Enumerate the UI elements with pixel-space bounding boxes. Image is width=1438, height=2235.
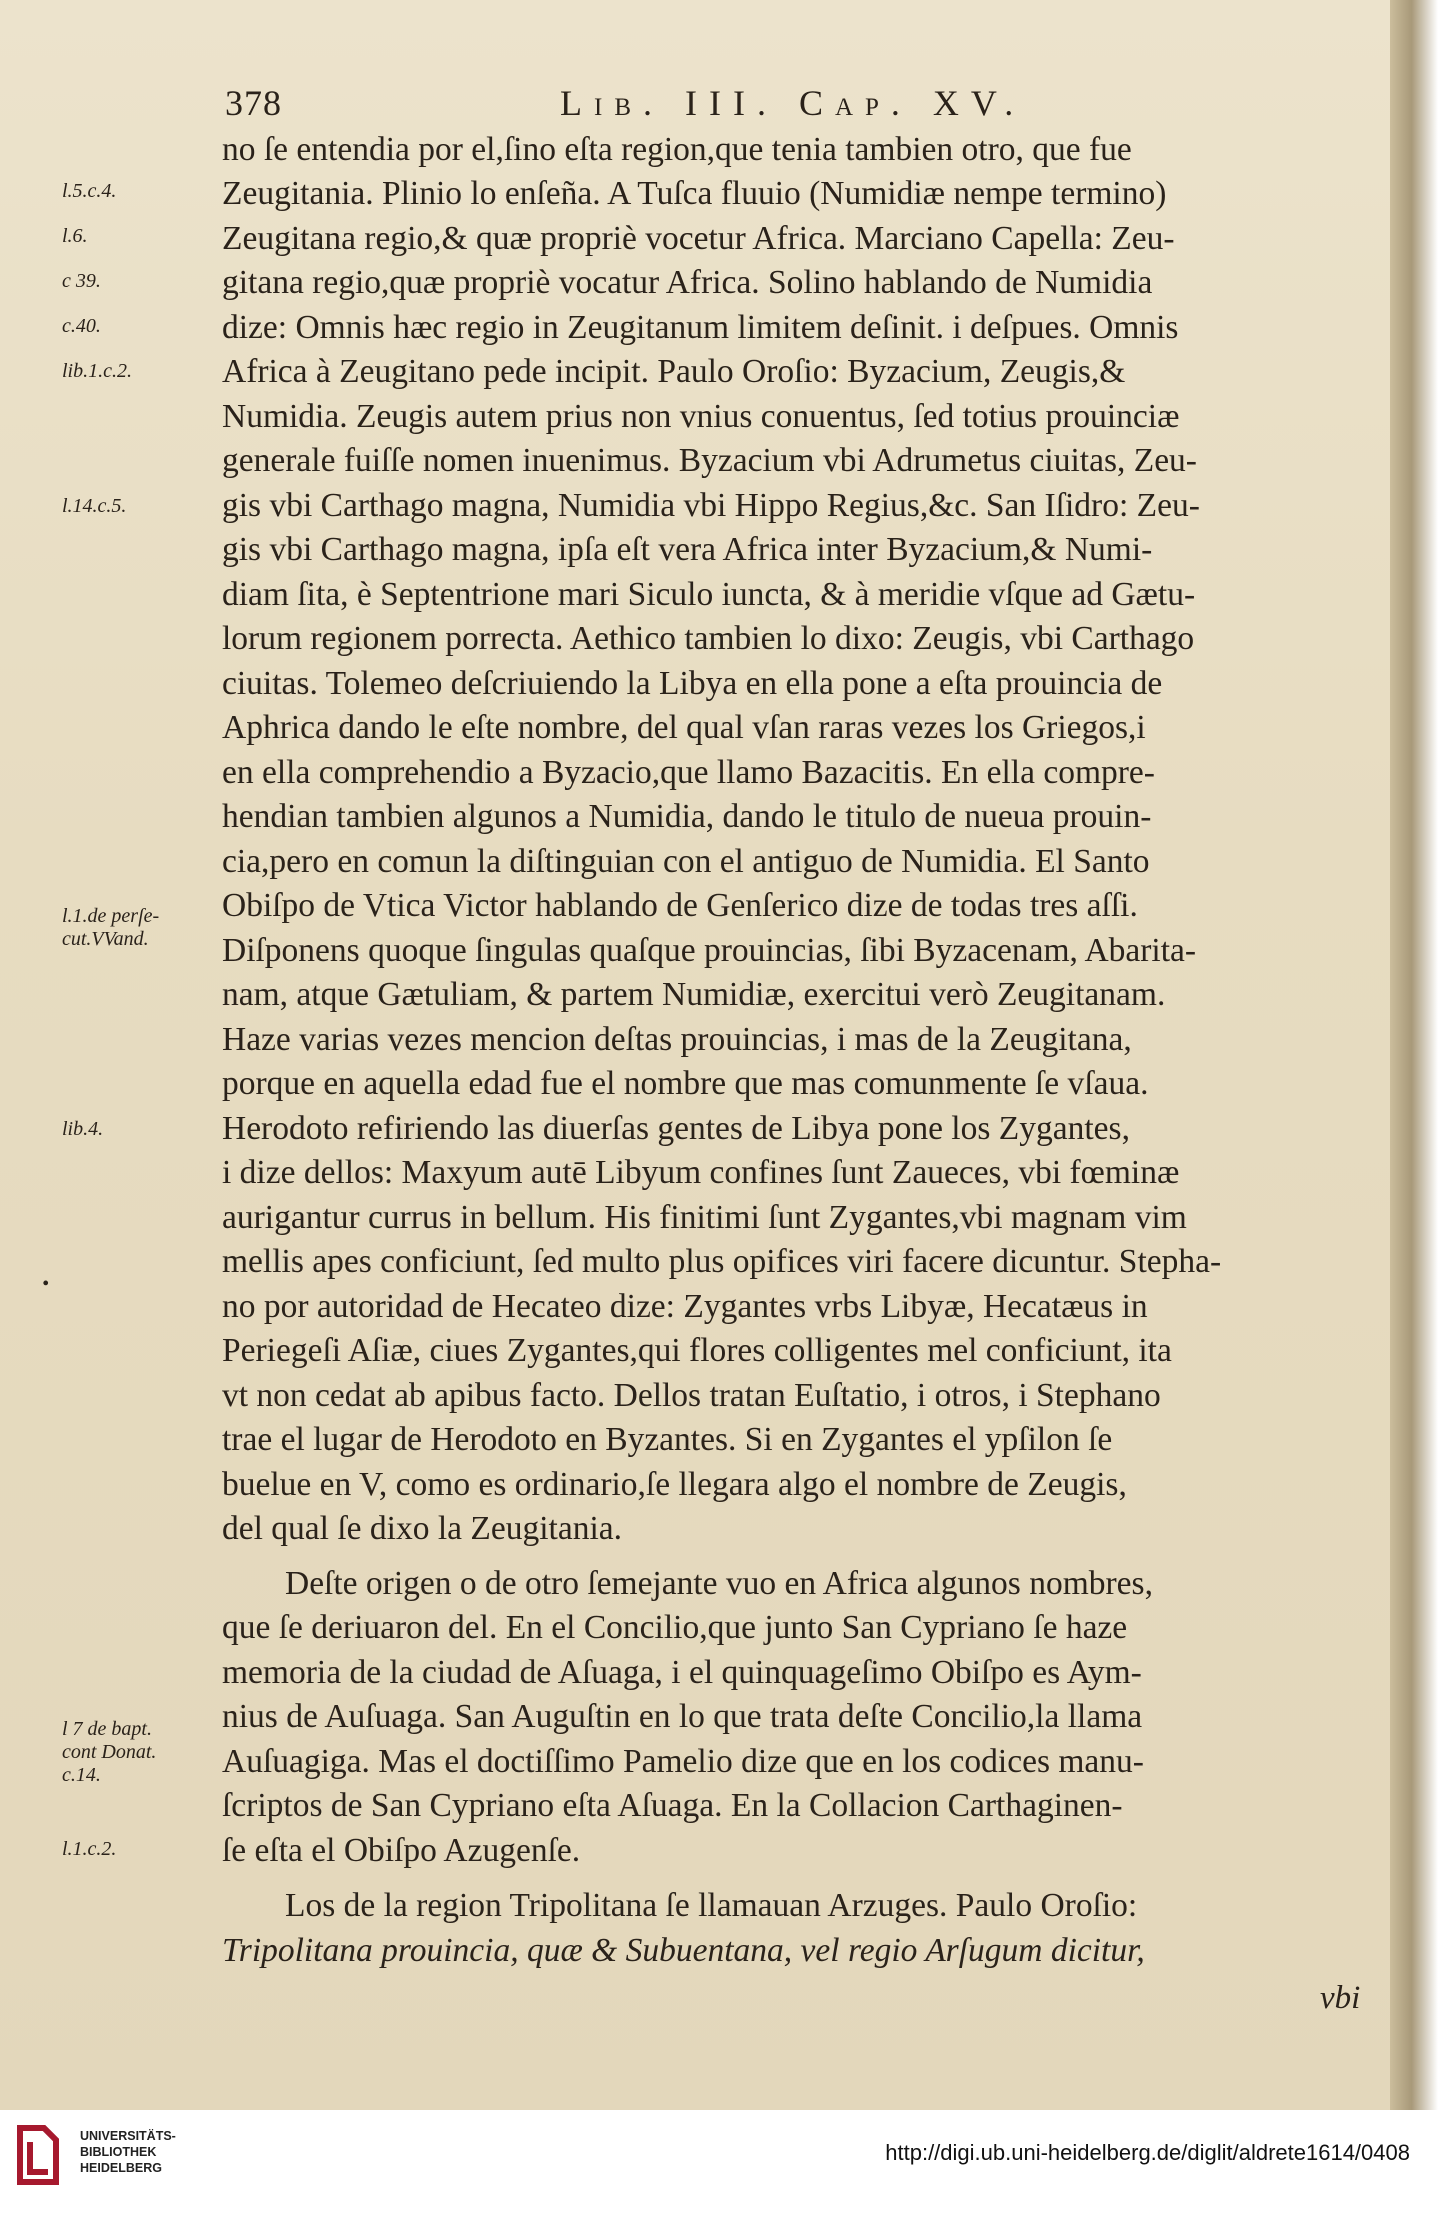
page-header — [225, 82, 1385, 122]
text-line: no ſe entendia por el,ſino eſta region,que tenia tambien otro, que fue — [222, 131, 1132, 168]
text-line: no por autoridad de Hecateo dize: Zygantes vrbs Libyæ, Hecatæus in — [222, 1288, 1148, 1325]
text-line: Zeugitania. Plinio lo enſeña. A Tuſca fluuio (Numidiæ nempe termino) — [222, 175, 1167, 212]
text-line: Deſte origen o de otro ſemejante vuo en Africa algunos nombres, — [285, 1565, 1153, 1602]
page-edge — [1390, 0, 1438, 2110]
text-line: aurigantur currus in bellum. His finitimi ſunt Zygantes,vbi magnam vim — [222, 1199, 1187, 1236]
text-line: nius de Auſuaga. San Auguſtin en lo que trata deſte Concilio,la llama — [222, 1698, 1143, 1735]
library-name[interactable] — [80, 2128, 176, 2176]
text-line: Diſponens quoque ſingulas quaſque prouincias, ſibi Byzacenam, Abarita- — [222, 932, 1197, 969]
margin-bullet: • — [42, 1273, 50, 1295]
running-head: Lib. III. Cap. XV. — [560, 83, 1026, 123]
margin-note: lib.4. — [62, 1118, 104, 1140]
text-line: generale fuiſſe nomen inuenimus. Byzacium vbi Adrumetus ciuitas, Zeu- — [222, 442, 1197, 479]
margin-note: c 39. — [62, 270, 101, 292]
text-line: gis vbi Carthago magna, Numidia vbi Hippo Regius,&c. San Iſidro: Zeu- — [222, 487, 1200, 524]
text-line: que ſe deriuaron del. En el Concilio,que junto San Cypriano ſe haze — [222, 1609, 1128, 1646]
text-line: Tripolitana prouincia, quæ & Subuentana, vel regio Arſugum dicitur, — [222, 1932, 1145, 1969]
text-line: porque en aquella edad fue el nombre que mas comunmente ſe vſaua. — [222, 1065, 1149, 1102]
margin-note: cut.VVand. — [62, 928, 149, 950]
text-line: Haze varias vezes mencion deſtas prouincias, i mas de la Zeugitana, — [222, 1021, 1132, 1058]
library-name-line: BIBLIOTHEK — [80, 2145, 157, 2159]
text-line: Numidia. Zeugis autem prius non vnius conuentus, ſed totius prouinciæ — [222, 398, 1180, 435]
margin-note: l.1.de perſe- — [62, 905, 160, 927]
catchword: vbi — [1320, 1980, 1361, 2016]
text-line: Herodoto refiriendo las diuerſas gentes de Libya pone los Zygantes, — [222, 1110, 1130, 1147]
text-line: trae el lugar de Herodoto en Byzantes. Si en Zygantes el ypſilon ſe — [222, 1421, 1113, 1458]
text-line: Africa à Zeugitano pede incipit. Paulo Oroſio: Byzacium, Zeugis,& — [222, 353, 1126, 390]
text-line: gitana regio,quæ propriè vocatur Africa. Solino hablando de Numidia — [222, 264, 1153, 301]
footer — [0, 2110, 1438, 2235]
page-number: 378 — [225, 83, 282, 123]
source-url-link[interactable]: http://digi.ub.uni-heidelberg.de/diglit/aldrete1614/0408 — [885, 2140, 1410, 2165]
text-line: buelue en V, como es ordinario,ſe llegara algo el nombre de Zeugis, — [222, 1466, 1127, 1503]
text-line: en ella comprehendio a Byzacio,que llamo Bazacitis. En ella compre- — [222, 754, 1155, 791]
text-line: Aphrica dando le eſte nombre, del qual vſan raras vezes los Griegos,i — [222, 709, 1146, 746]
library-logo-icon[interactable] — [14, 2124, 62, 2186]
text-line: del qual ſe dixo la Zeugitania. — [222, 1510, 623, 1547]
text-line: vt non cedat ab apibus facto. Dellos tratan Euſtatio, i otros, i Stephano — [222, 1377, 1161, 1414]
margin-note: lib.1.c.2. — [62, 360, 132, 382]
margin-note: l.14.c.5. — [62, 495, 127, 517]
margin-note: l.1.c.2. — [62, 1838, 117, 1860]
text-line: dize: Omnis hæc regio in Zeugitanum limitem deſinit. i deſpues. Omnis — [222, 309, 1179, 346]
margin-note: c.14. — [62, 1764, 101, 1786]
margin-note: cont Donat. — [62, 1741, 157, 1763]
library-name-line: HEIDELBERG — [80, 2161, 162, 2175]
text-line: memoria de la ciudad de Aſuaga, i el quinquageſimo Obiſpo es Aym- — [222, 1654, 1142, 1691]
text-line: Los de la region Tripolitana ſe llamauan Arzuges. Paulo Oroſio: — [285, 1887, 1138, 1924]
text-line: ciuitas. Tolemeo deſcriuiendo la Libya en ella pone a eſta prouincia de — [222, 665, 1163, 702]
text-line: gis vbi Carthago magna, ipſa eſt vera Africa inter Byzacium,& Numi- — [222, 531, 1153, 568]
library-name-line: UNIVERSITÄTS- — [80, 2129, 176, 2143]
margin-note: c.40. — [62, 315, 101, 337]
text-line: i dize dellos: Maxyum autē Libyum confines ſunt Zaueces, vbi fœminæ — [222, 1154, 1180, 1191]
text-line: cia,pero en comun la diſtinguian con el antiguo de Numidia. El Santo — [222, 843, 1150, 880]
text-line: ſcriptos de San Cypriano eſta Aſuaga. En la Collacion Carthaginen- — [222, 1787, 1123, 1824]
margin-note: l.5.c.4. — [62, 180, 117, 202]
text-line: nam, atque Gætuliam, & partem Numidiæ, exercitui verò Zeugitanam. — [222, 976, 1166, 1013]
margin-note: l 7 de bapt. — [62, 1718, 152, 1740]
margin-note: l.6. — [62, 225, 88, 247]
text-line: mellis apes conficiunt, ſed multo plus opifices viri facere dicuntur. Stepha- — [222, 1243, 1222, 1280]
text-line: diam ſita, è Septentrione mari Siculo iuncta, & à meridie vſque ad Gætu- — [222, 576, 1196, 613]
text-line: hendian tambien algunos a Numidia, dando le titulo de nueua prouin- — [222, 798, 1152, 835]
text-line: lorum regionem porrecta. Aethico tambien lo dixo: Zeugis, vbi Carthago — [222, 620, 1195, 657]
text-line: Periegeſi Aſiæ, ciues Zygantes,qui flores colligentes mel conficiunt, ita — [222, 1332, 1172, 1369]
text-line: ſe eſta el Obiſpo Azugenſe. — [222, 1832, 581, 1869]
text-line: Auſuagiga. Mas el doctiſſimo Pamelio dize que en los codices manu- — [222, 1743, 1144, 1780]
text-line: Zeugitana regio,& quæ propriè vocetur Africa. Marciano Capella: Zeu- — [222, 220, 1175, 257]
text-line: Obiſpo de Vtica Victor hablando de Genſerico dize de todas tres aſſi. — [222, 887, 1138, 924]
